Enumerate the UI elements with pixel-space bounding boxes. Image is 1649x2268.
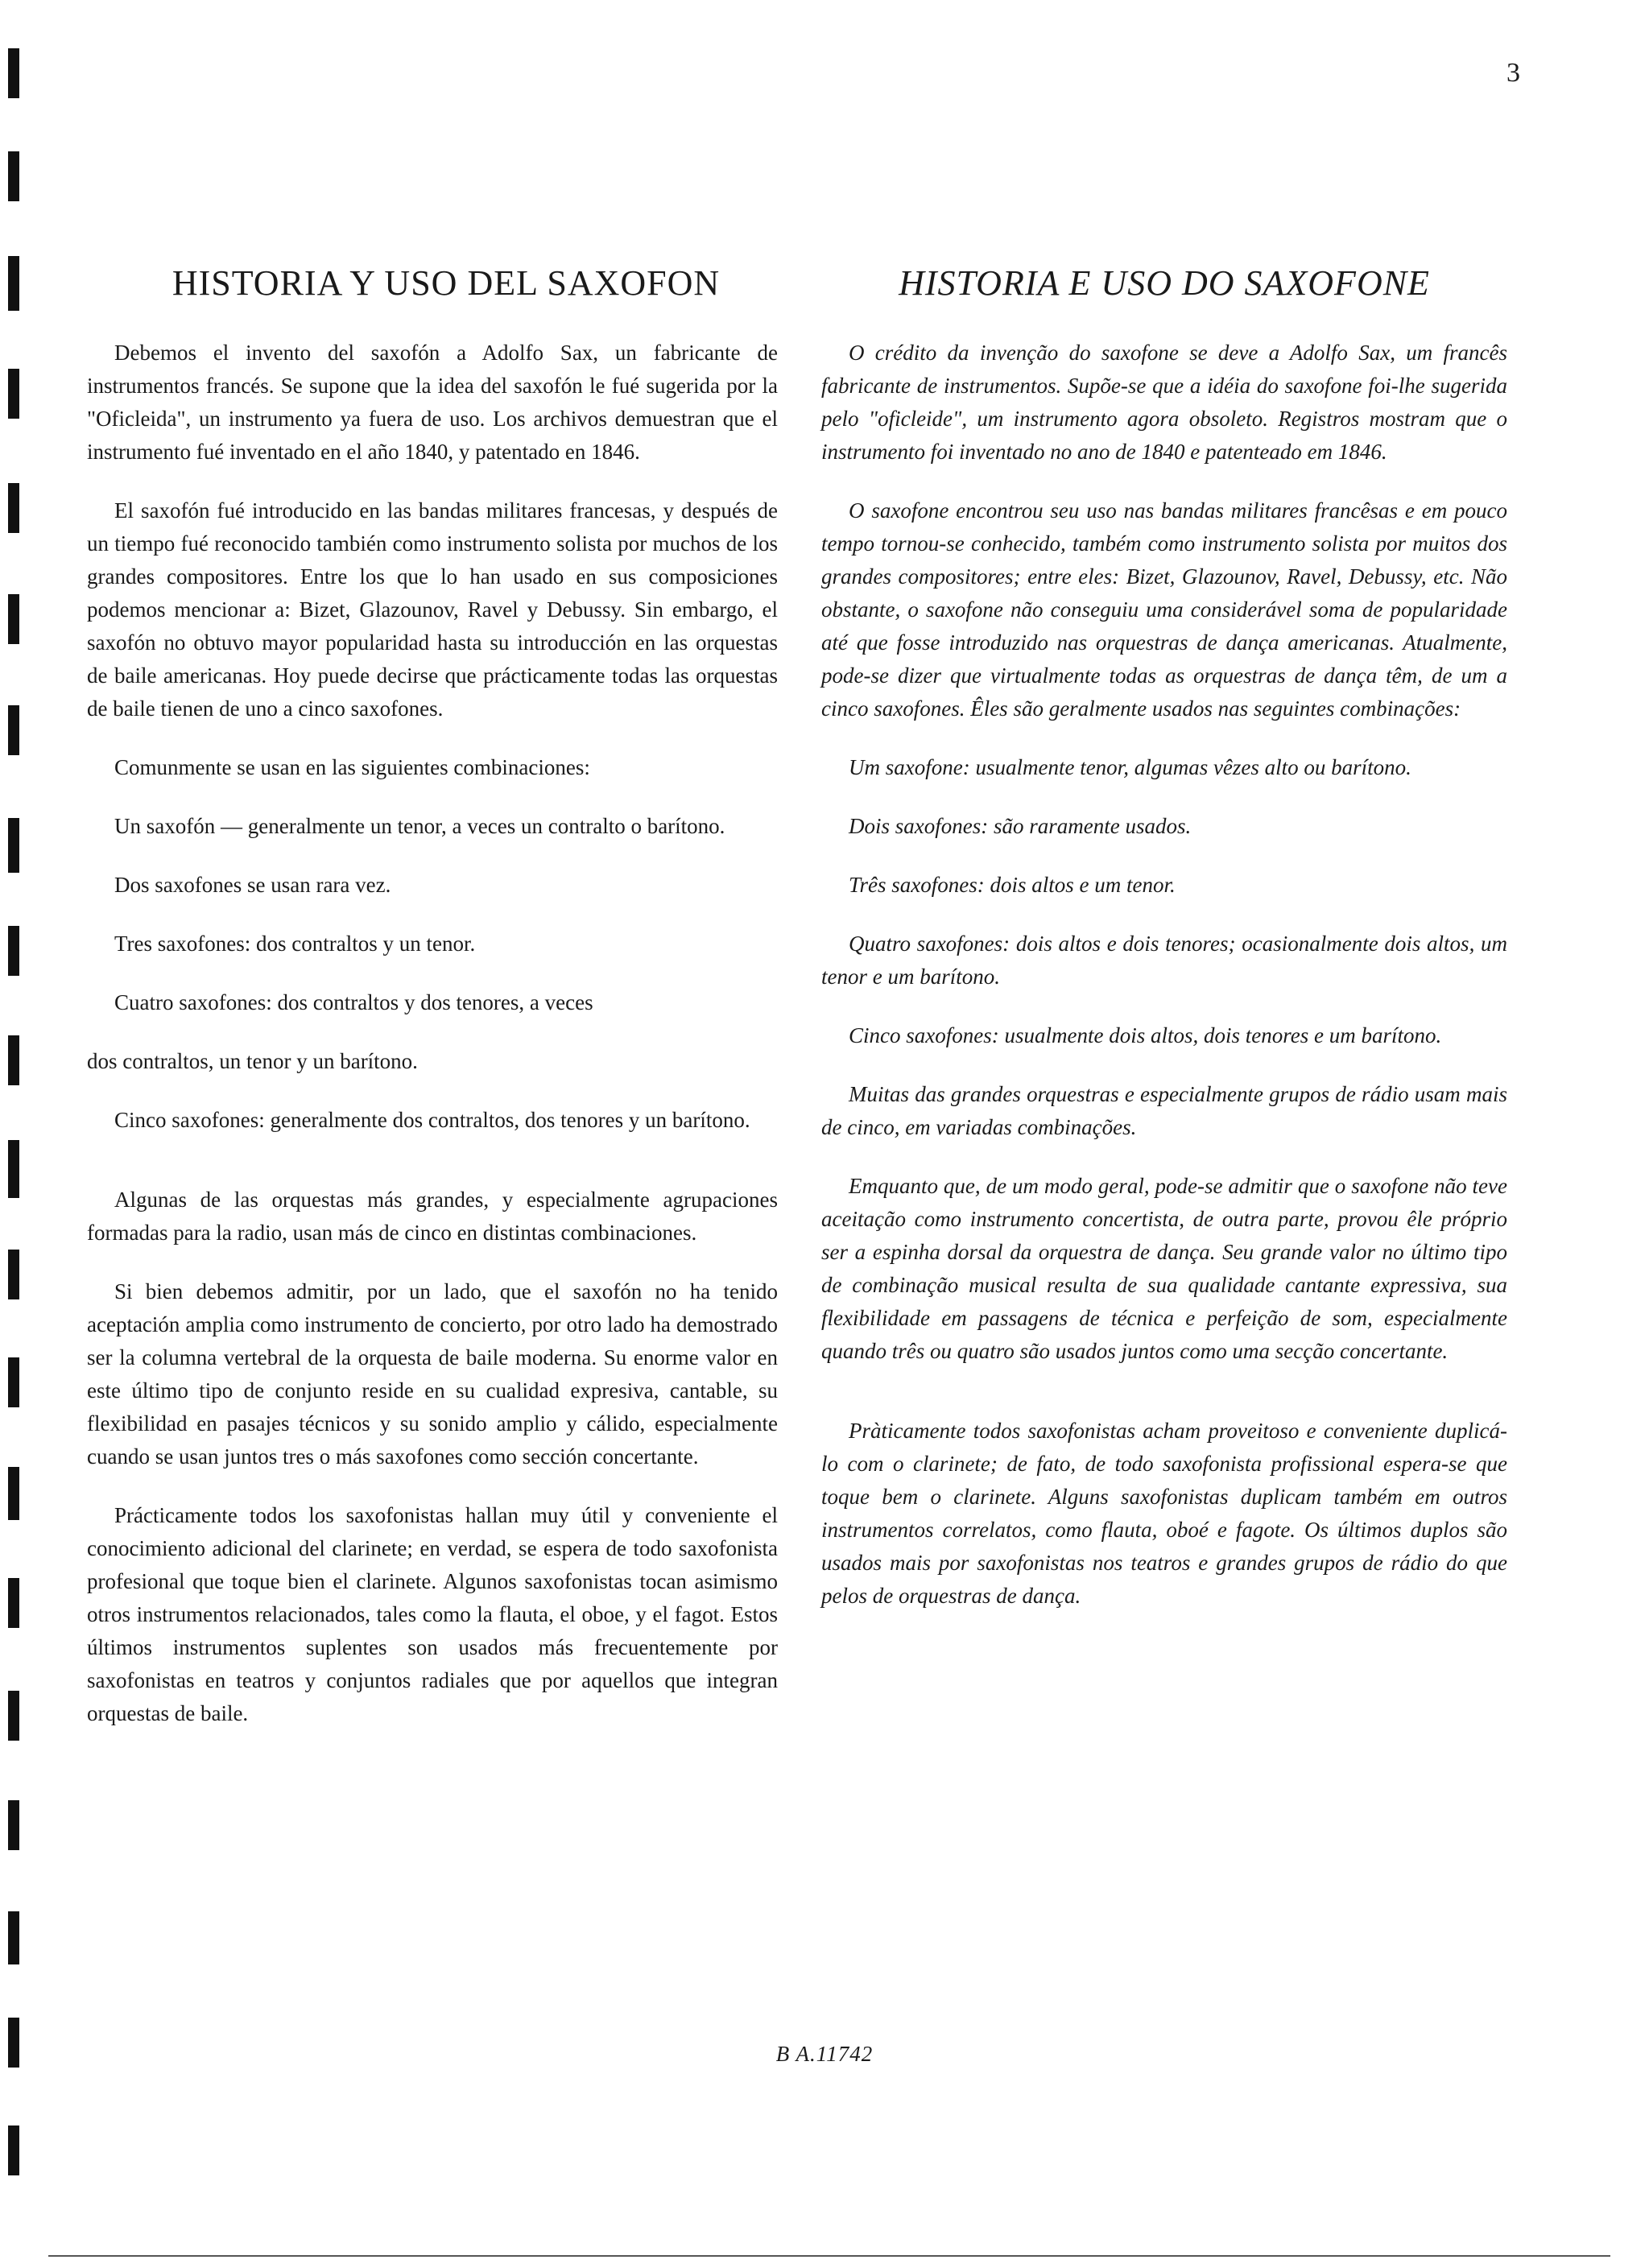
binding-hole (8, 1578, 19, 1628)
paragraph: Tres saxofones: dos contraltos y un tenor. (114, 932, 476, 956)
paragraph: Debemos el invento del saxofón a Adolfo Sax, un fabricante de instrumentos francés. Se supone que la idea del saxofón le fué sugerida por la "Oficleida", un instrumento ya fuera de uso. Los archivos demuestran que el instrumento fué inventado en el año 1840, y patentado en 1846. (87, 341, 778, 464)
paragraph: Algunas de las orquestas más grandes, y especialmente agrupaciones formadas para la radio, usan más de cinco en distintas combinaciones. (87, 1188, 778, 1245)
binding-hole (8, 1357, 19, 1407)
page-number: 3 (1506, 58, 1520, 88)
paragraph: Comunmente se usan en las siguientes combinaciones: (114, 755, 590, 779)
paragraph: Un saxofón — generalmente un tenor, a veces un contralto o barítono. (114, 814, 725, 838)
binding-hole (8, 818, 19, 873)
paragraph: Quatro saxofones: dois altos e dois tenores; ocasionalmente dois altos, um tenor e um barítono. (821, 932, 1507, 989)
binding-hole (8, 1035, 19, 1085)
paragraph: Cuatro saxofones: dos contraltos y dos tenores, a veces (114, 990, 593, 1014)
binding-hole (8, 1140, 19, 1198)
paragraph: Emquanto que, de um modo geral, pode-se admitir que o saxofone não teve aceitação como instrumento concertista, de outra parte, provou êle próprio ser a espinha dorsal da orquestra de dança. Seu grande valor no último tipo de combinação musical resulta de sua qualidade cantante expressiva, sua flexibilidade em passagens de técnica e perfeição de som, especialmente quando três ou quatro são usados juntos como uma secção concertante. (821, 1174, 1507, 1363)
paragraph: dos contraltos, un tenor y un barítono. (87, 1049, 418, 1073)
paragraph: Três saxofones: dois altos e um tenor. (849, 873, 1176, 897)
paragraph: Cinco saxofones: generalmente dos contraltos, dos tenores y un barítono. (114, 1108, 750, 1132)
paragraph: Muitas das grandes orquestras e especialmente grupos de rádio usam mais de cinco, em variadas combinações. (821, 1082, 1507, 1139)
paragraph: O crédito da invenção do saxofone se deve a Adolfo Sax, um francês fabricante de instrumentos. Supõe-se que a idéia do saxofone foi-lhe sugerida pelo "oficleide", um instrumento agora obsoleto. Registros mostram que o instrumento foi inventado no ano de 1840 e patenteado em 1846. (821, 341, 1507, 464)
spanish-column (87, 262, 778, 1756)
catalog-code: B A.11742 (775, 2042, 874, 2066)
binding-hole (8, 256, 19, 311)
paragraph: Cinco saxofones: usualmente dois altos, dois tenores e um barítono. (849, 1023, 1442, 1047)
binding-hole (8, 1250, 19, 1299)
binding-hole (8, 151, 19, 201)
paragraph: Um saxofone: usualmente tenor, algumas vêzes alto ou barítono. (849, 755, 1411, 779)
paragraph: Pràticamente todos saxofonistas acham proveitoso e conveniente duplicá-lo com o clarinete; de fato, de todo saxofonista profissional espera-se que toque bem o clarinete. Alguns saxofonistas duplicam também em outros instrumentos correlatos, como flauta, oboé e fagote. Os últimos duplos são usados mais por saxofonistas nos teatros e grandes grupos de rádio do que pelos de orquestras de dança. (821, 1419, 1507, 1608)
paragraph: El saxofón fué introducido en las bandas militares francesas, y después de un tiempo fué reconocido también como instrumento solista por muchos de los grandes compositores. Entre los que lo han usado en sus composiciones podemos mencionar a: Bizet, Glazounov, Ravel y Debussy. Sin embargo, el saxofón no obtuvo mayor popularidad hasta su introducción en las orquestas de baile americanas. Hoy puede decirse que prácticamente todas las orquestas de baile tienen de uno a cinco saxofones. (87, 498, 778, 721)
spanish-title: HISTORIA Y USO DEL SAXOFON (172, 263, 721, 303)
bottom-rule (48, 2255, 1610, 2257)
binding-hole (8, 369, 19, 419)
binding-hole (8, 1911, 19, 1964)
binding-hole (8, 594, 19, 644)
binding-hole (8, 483, 19, 533)
paragraph: Si bien debemos admitir, por un lado, que el saxofón no ha tenido aceptación amplia como instrumento de concierto, por otro lado ha demostrado ser la columna vertebral de la orquesta de baile moderna. Su enorme valor en este último tipo de conjunto reside en su cualidad expresiva, cantable, su flexibilidad en pasajes técnicos y su sonido amplio y cálido, especialmente cuando se usan juntos tres o más saxofones como sección concertante. (87, 1279, 778, 1469)
paragraph: Prácticamente todos los saxofonistas hallan muy útil y conveniente el conocimiento adicional del clarinete; en verdad, se espera de todo saxofonista profesional que toque bien el clarinete. Algunos saxofonistas tocan asimismo otros instrumentos relacionados, tales como la flauta, el oboe, y el fagot. Estos últimos instrumentos suplentes son usados más frecuentemente por saxofonistas en teatros y conjuntos radiales que por aquellos que integran orquestas de baile. (87, 1503, 778, 1725)
portuguese-column (821, 262, 1507, 1638)
binding-hole (8, 1691, 19, 1741)
binding-hole (8, 926, 19, 976)
binding-hole (8, 2125, 19, 2175)
binding-holes-strip (8, 0, 26, 2268)
binding-hole (8, 705, 19, 755)
portuguese-title: HISTORIA E USO DO SAXOFONE (899, 263, 1430, 303)
paragraph: Dos saxofones se usan rara vez. (114, 873, 391, 897)
binding-hole (8, 1800, 19, 1850)
paragraph: O saxofone encontrou seu uso nas bandas militares francêsas e em pouco tempo tornou-se conhecido, também como instrumento solista por muitos dos grandes compositores; entre eles: Bizet, Glazounov, Ravel, Debussy, etc. Não obstante, o saxofone não conseguiu uma considerável soma de popularidade até que fosse introduzido nas orquestras de dança americanas. Atualmente, pode-se dizer que virtualmente todas as orquestras de dança têm, de um a cinco saxofones. Êles são geralmente usados nas seguintes combinações: (821, 498, 1507, 721)
binding-hole (8, 48, 19, 98)
paragraph: Dois saxofones: são raramente usados. (849, 814, 1192, 838)
binding-hole (8, 1467, 19, 1520)
